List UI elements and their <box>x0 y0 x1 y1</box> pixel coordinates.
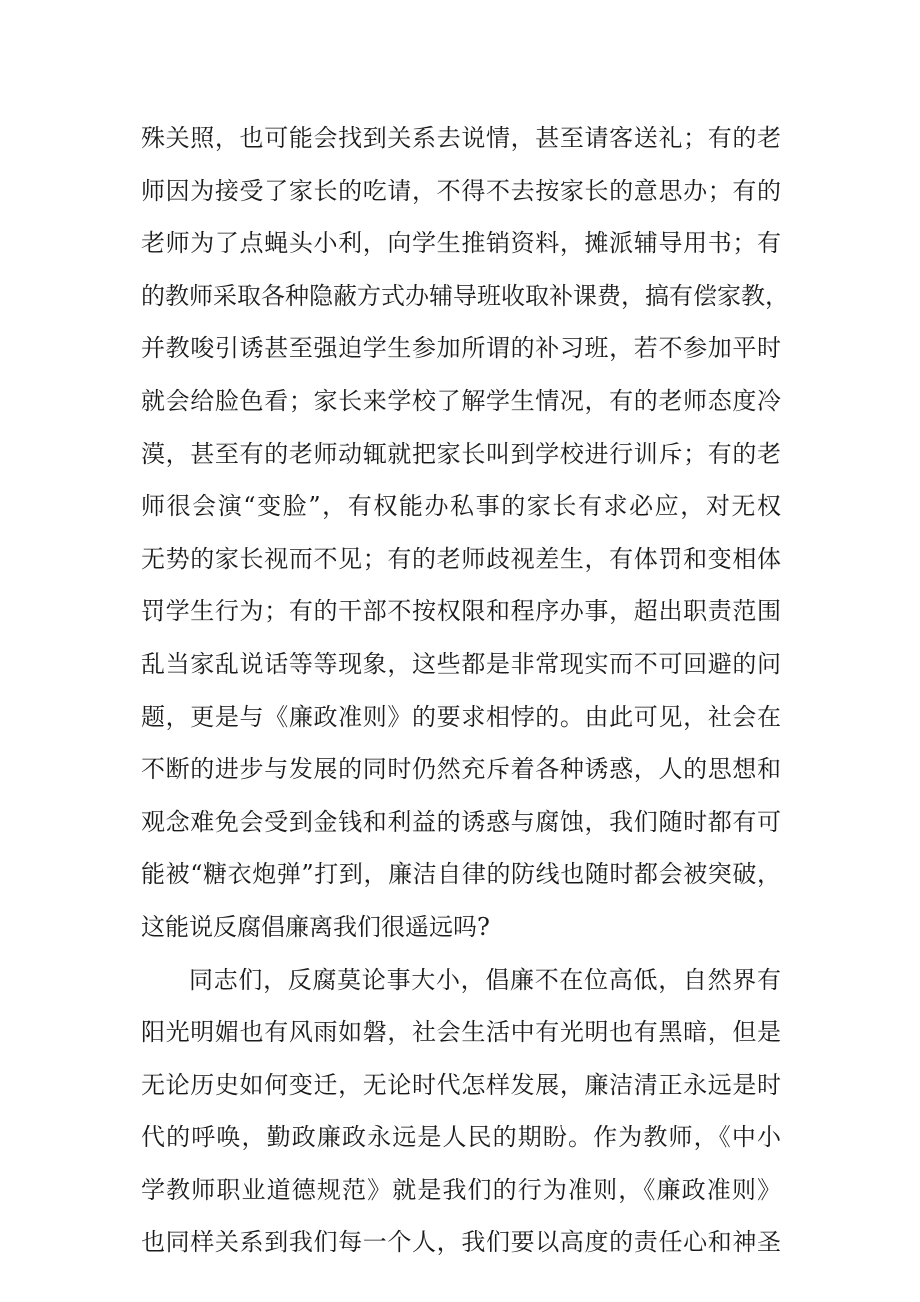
text-line: 漠，甚至有的老师动辄就把家长叫到学校进行训斥；有的老 <box>141 439 781 468</box>
text-line: 就会给脸色看；家长来学校了解学生情况，有的老师态度冷 <box>141 386 781 415</box>
text-line: 代的呼唤，勤政廉政永远是人民的期盼。作为教师，《中小 <box>141 1123 781 1152</box>
text-line: 阳光明媚也有风雨如磐，社会生活中有光明也有黑暗，但是 <box>141 1018 781 1047</box>
text-line: 不断的进步与发展的同时仍然充斥着各种诱惑，人的思想和 <box>141 755 781 784</box>
text-line: 师因为接受了家长的吃请，不得不去按家长的意思办；有的 <box>141 176 781 205</box>
text-line: 题，更是与《廉政准则》的要求相悖的。由此可见，社会在 <box>141 702 781 731</box>
text-line: 并教唆引诱甚至强迫学生参加所谓的补习班，若不参加平时 <box>141 334 781 363</box>
text-line: 无势的家长视而不见；有的老师歧视差生，有体罚和变相体 <box>141 544 781 573</box>
text-line: 也同样关系到我们每一个人，我们要以高度的责任心和神圣 <box>141 1228 781 1257</box>
text-line: 学教师职业道德规范》就是我们的行为准则，《廉政准则》 <box>141 1175 781 1204</box>
text-line: 这能说反腐倡廉离我们很遥远吗? <box>141 912 490 941</box>
text-line: 罚学生行为；有的干部不按权限和程序办事，超出职责范围 <box>141 597 781 626</box>
text-line: 殊关照，也可能会找到关系去说情，甚至请客送礼；有的老 <box>141 124 781 152</box>
text-line: 无论历史如何变迁，无论时代怎样发展，廉洁清正永远是时 <box>141 1070 781 1099</box>
text-line: 师很会演“变脸”，有权能办私事的家长有求必应，对无权 <box>141 492 781 521</box>
text-line: 能被“糖衣炮弹”打到，廉洁自律的防线也随时都会被突破， <box>141 860 781 889</box>
text-line: 的教师采取各种隐蔽方式办辅导班收取补课费，搞有偿家教， <box>141 281 789 310</box>
paragraph-first-line: 同志们，反腐莫论事大小，倡廉不在位高低，自然界有 <box>189 965 781 994</box>
body-text <box>141 112 789 1269</box>
text-line: 观念难免会受到金钱和利益的诱惑与腐蚀，我们随时都有可 <box>141 807 781 836</box>
text-line: 老师为了点蝇头小利，向学生推销资料，摊派辅导用书；有 <box>141 229 781 258</box>
text-line: 乱当家乱说话等等现象，这些都是非常现实而不可回避的问 <box>141 649 781 678</box>
